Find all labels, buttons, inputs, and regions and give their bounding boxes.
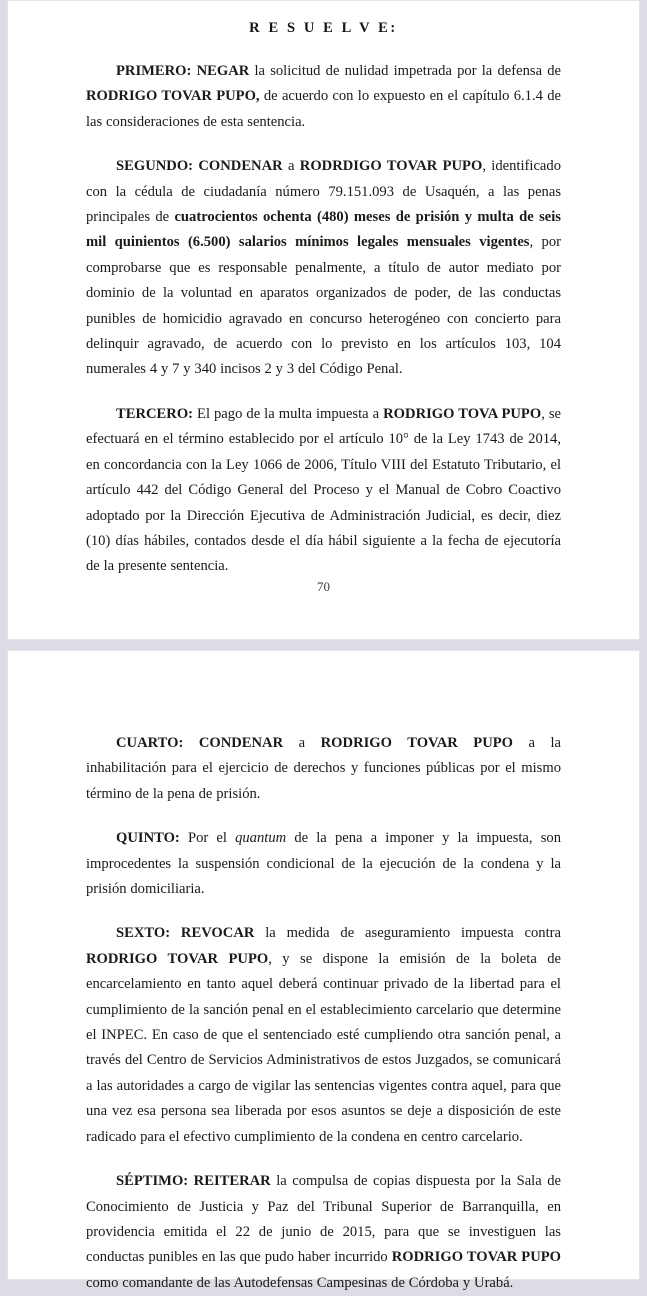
text-run: , se efectuará en el término establecido por el artículo 10° de la Ley 1743 de 2014, en concordancia con la Ley 1066 de 2006, Título VIII del Estatuto Tributario, el artículo 442 del Código General del Proceso y el Manual de Cobro Coactivo adoptado por la Dirección Ejecutiva de Administración Judicial, es decir, diez (10) días hábiles, contados desde el día hábil siguiente a la fecha de ejecutoría de la presente sentencia.	[86, 405, 562, 575]
text-run: a	[283, 735, 321, 751]
bold-run: RODRDIGO TOVAR PUPO	[299, 158, 483, 175]
paragraph-septimo	[86, 1169, 561, 1296]
page-title: R E S U E L V E:	[249, 20, 398, 36]
paragraph-primero	[86, 59, 561, 135]
page-number: 70	[317, 579, 330, 594]
text-run: a	[282, 158, 300, 175]
bold-run: SEXTO: REVOCAR	[116, 925, 255, 942]
bold-run: SÉPTIMO: REITERAR	[116, 1173, 271, 1190]
paragraph-tercero	[86, 402, 561, 580]
italic-run: quantum	[235, 830, 287, 847]
bold-run: PRIMERO: NEGAR	[116, 63, 250, 79]
text-run: a la inhabilitación para el ejercicio de derechos y funciones públicas por el mismo término de la pena de prisión.	[86, 735, 562, 802]
text-run: la medida de aseguramiento impuesta contra	[254, 925, 561, 942]
bold-run: TERCERO:	[116, 405, 194, 422]
bold-run: RODRIGO TOVAR PUPO	[86, 950, 269, 967]
text-run: , y se dispone la emisión de la boleta de encarcelamiento en tanto aquel deberá continuar privado de la libertad para el cumplimiento de la sanción penal en el establecimiento carcelario que determine el INPEC. En caso de que el sentenciado esté cumpliendo otra sanción penal, a través del Centro de Servicios Administrativos de estos Juzgados, se comunicará a las autoridades a cargo de vigilar las sentencias vigentes contra aquel, para que una vez esa persona sea liberada por esos asuntos se deje a disposición de este radicado para el efectivo cumplimiento de la condena en centro carcelario.	[86, 950, 562, 1145]
bold-run: RODRIGO TOVA PUPO	[383, 405, 542, 422]
text-run: , identificado con la cédula de ciudadanía número 79.151.093 de Usaquén, a las penas principales de	[86, 158, 561, 226]
bold-run: RODRIGO TOVAR PUPO	[391, 1249, 562, 1266]
bold-run: cuatrocientos ochenta (480) meses de prisión y multa de seis mil quinientos (6.500) salarios mínimos legales mensuales vigentes	[86, 209, 561, 251]
bold-run: SEGUNDO: CONDENAR	[116, 158, 283, 175]
paragraph-sexto	[86, 921, 561, 1150]
page-2-body	[86, 731, 561, 1296]
text-run: de la pena a imponer y la impuesta, son improcedentes la suspensión condicional de la ejecución de la condena y la prisión domiciliaria.	[86, 830, 561, 898]
text-run: de acuerdo con lo expuesto en el capítulo 6.1.4 de las consideraciones de esta sentencia.	[86, 88, 561, 130]
document-page-71	[7, 650, 640, 1291]
text-run: El pago de la multa impuesta a	[193, 405, 384, 422]
paragraph-quinto	[86, 826, 561, 902]
page-2-top-margin	[86, 651, 561, 731]
paragraph-segundo	[86, 154, 561, 383]
document-page-70	[7, 0, 640, 640]
text-run: la solicitud de nulidad impetrada por la defensa de	[249, 63, 562, 79]
page-1-body	[86, 59, 561, 580]
text-run: la compulsa de copias dispuesta por la Sala de Conocimiento de Justicia y Paz del Tribunal Superior de Barranquilla, en providencia emitida el 22 de junio de 2015, para que se investiguen las conductas punibles en las que pudo haber incurrido	[86, 1173, 561, 1266]
text-run: , por comprobarse que es responsable penalmente, a título de autor mediato por dominio de la voluntad en aparatos organizados de poder, de las conductas punibles de homicidio agravado en concurso heterogéneo con concierto para delinquir agravado, de acuerdo con lo previsto en los artículos 103, 104 numerales 4 y 7 y 340 incisos 2 y 3 del Código Penal.	[86, 234, 561, 378]
paragraph-cuarto	[86, 731, 561, 807]
text-run: Por el	[179, 830, 236, 847]
bold-run: RODRIGO TOVAR PUPO	[320, 735, 513, 751]
page-separator	[0, 640, 647, 650]
bold-run: RODRIGO TOVAR PUPO,	[86, 88, 260, 105]
bold-run: QUINTO:	[116, 830, 180, 847]
text-run: como comandante de las Autodefensas Campesinas de Córdoba y Urabá.	[86, 1274, 514, 1291]
bold-run: CUARTO: CONDENAR	[116, 735, 284, 751]
